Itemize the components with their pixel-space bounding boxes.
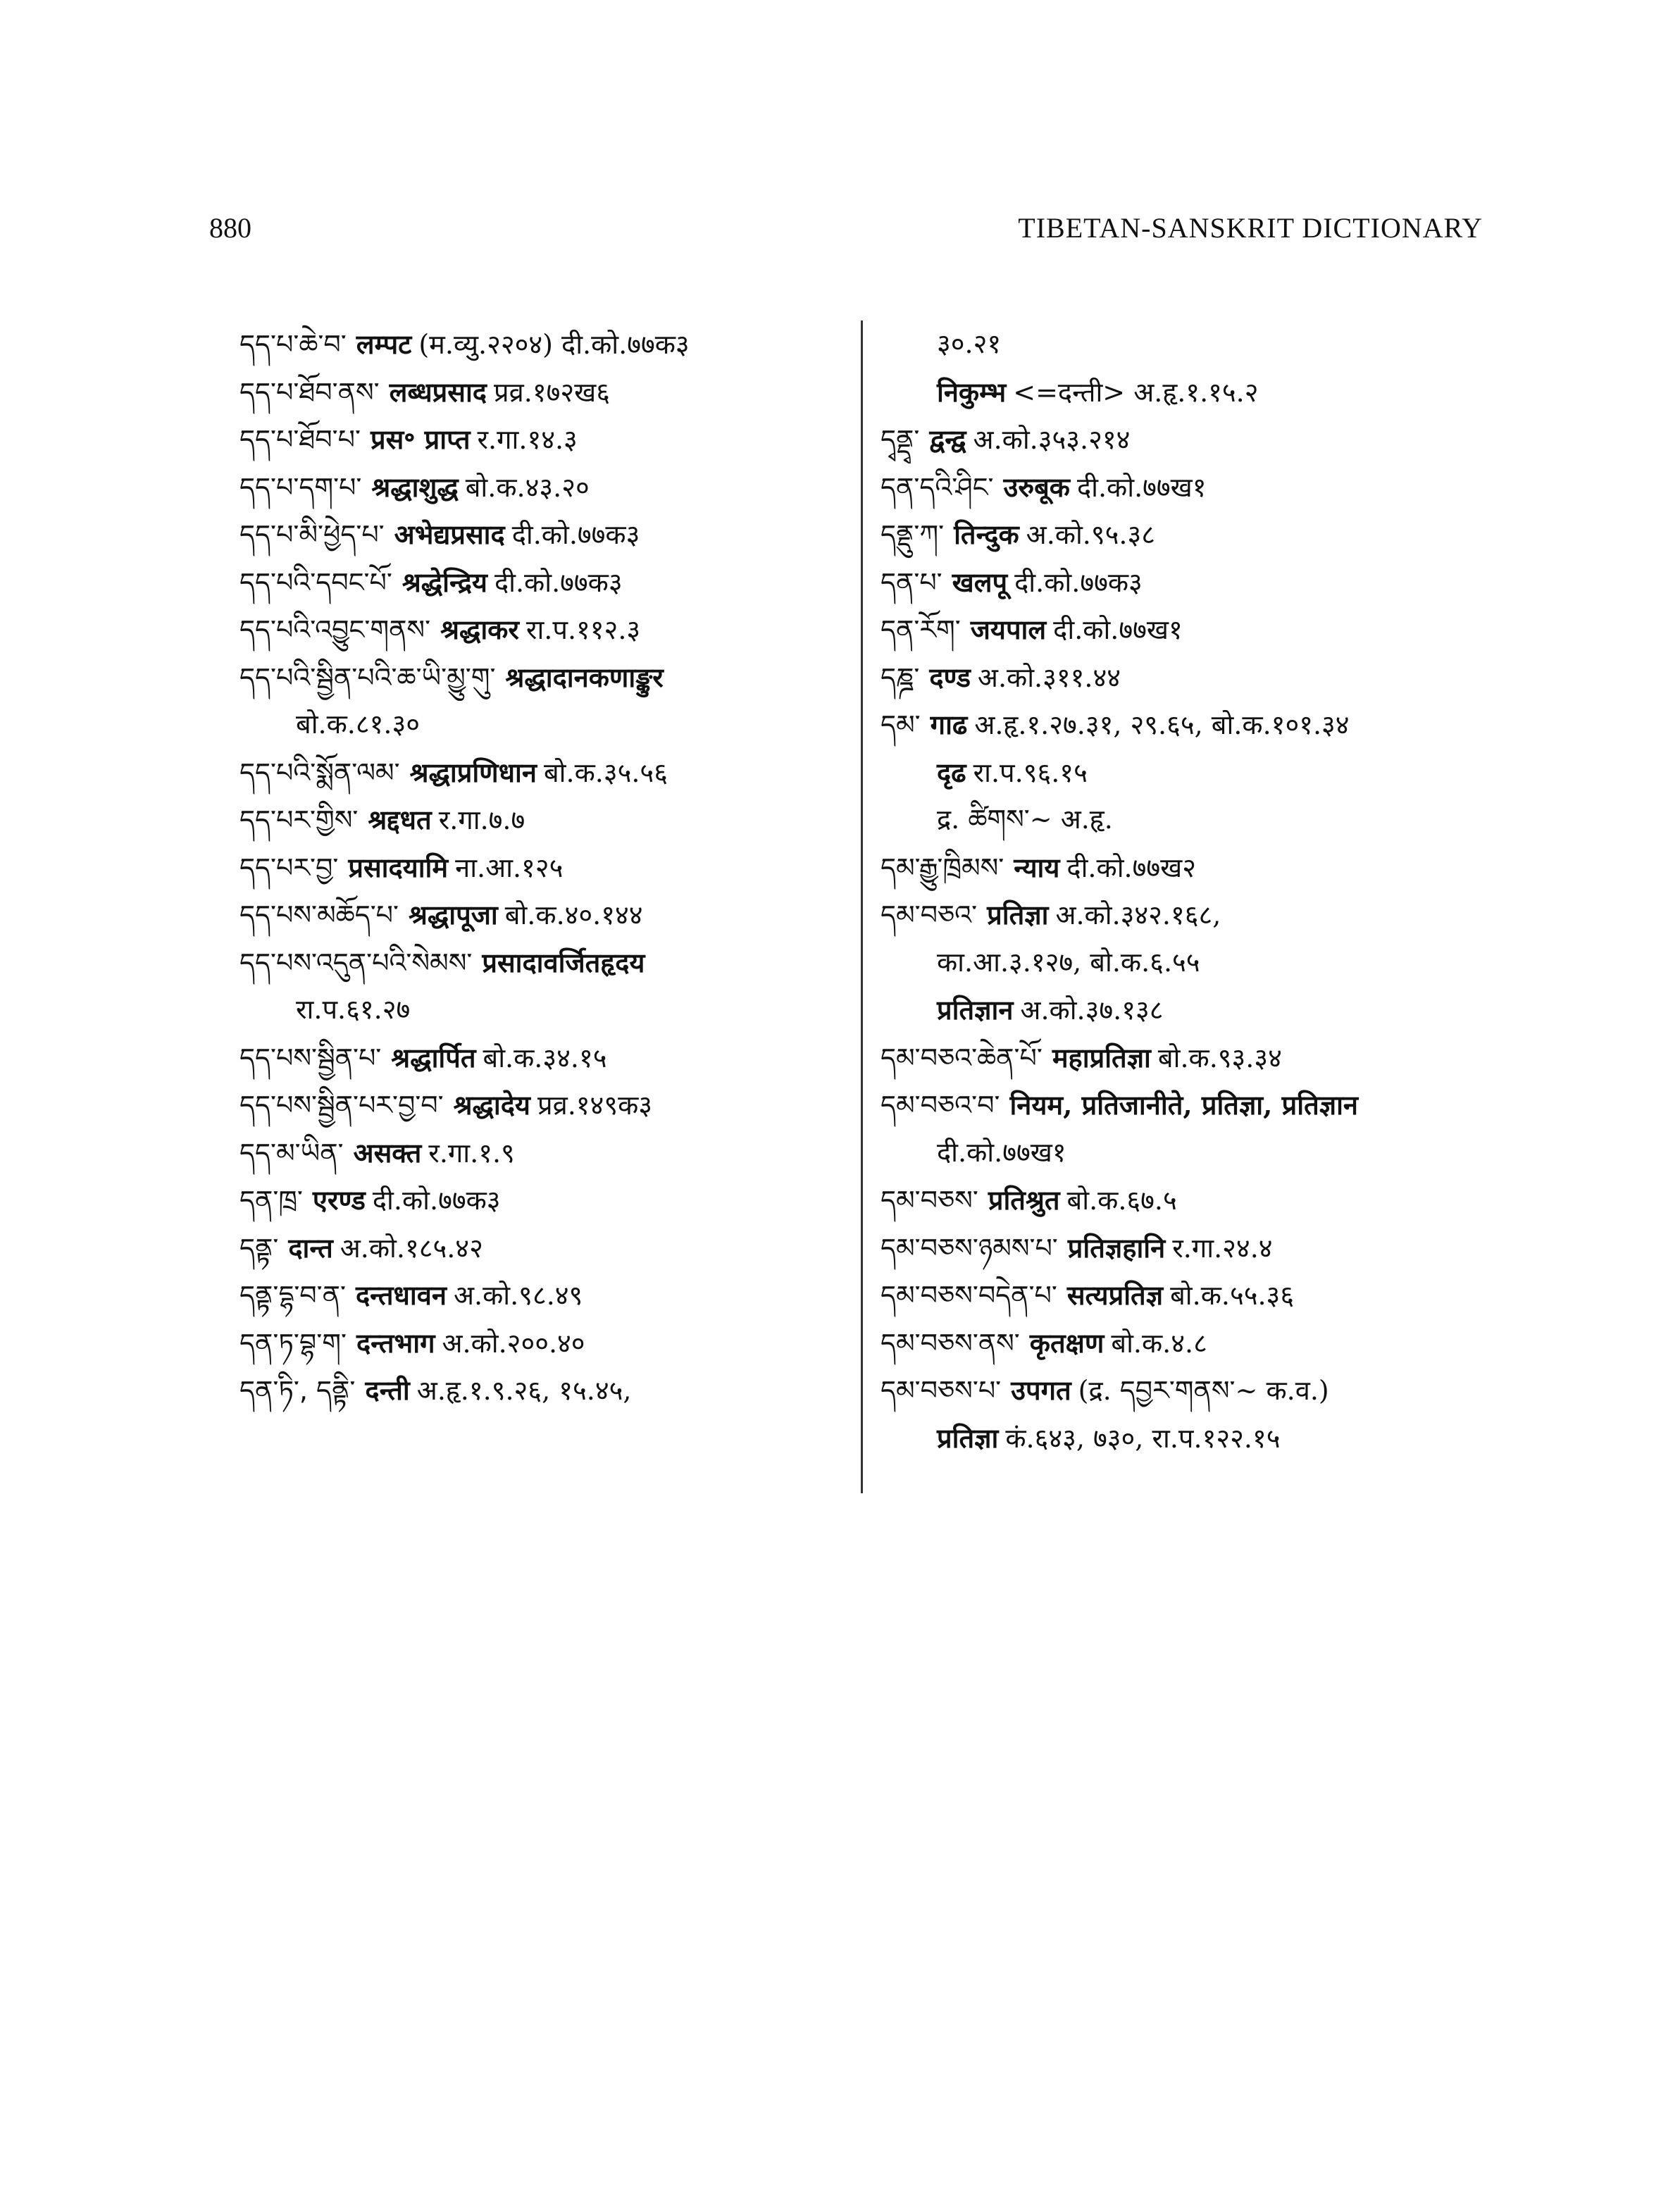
dictionary-entry (881, 1034, 1500, 1082)
tibetan-headword: དད་པས་སྦྱིན་པར་བྱ་བ་ (239, 1090, 444, 1121)
sanskrit-equivalent: श्रद्दधत (368, 804, 432, 835)
source-reference: दी.को.७७ख१ (1053, 614, 1183, 645)
sanskrit-equivalent: लम्पट (356, 328, 412, 360)
tibetan-headword: དནྡུ་ཀ་ (881, 519, 945, 550)
tibetan-headword: དན་ཏ་བྷ་ག་ (239, 1327, 347, 1359)
source-reference: अ.हृ.१.९.२६, १५.४५, (416, 1375, 632, 1406)
tibetan-headword: དམ་ (881, 709, 921, 740)
source-reference: (द्र. དབྱར་གནས་~ क.व.) (1078, 1375, 1329, 1406)
source-reference: अ.को.९८.४९ (453, 1280, 583, 1311)
source-reference: र.गा.२४.४ (1172, 1232, 1273, 1264)
dictionary-entry (239, 1176, 852, 1224)
dictionary-entry (239, 1366, 852, 1414)
dictionary-entry (881, 368, 1500, 416)
source-reference: बो.क.५५.३६ (1170, 1280, 1295, 1311)
source-reference: अ.को.१८५.४२ (340, 1232, 483, 1264)
right-column (881, 320, 1500, 1462)
sanskrit-equivalent: दन्तभाग (356, 1326, 435, 1359)
sanskrit-equivalent: उरुबूक (1003, 471, 1070, 503)
sanskrit-equivalent: असक्त (353, 1136, 422, 1169)
tibetan-headword: དད་པས་སྦྱིན་པ་ (239, 1042, 382, 1073)
source-reference: ना.आ.१२५ (455, 852, 564, 883)
tibetan-headword: དན་ཁྲ་ (239, 1185, 303, 1216)
source-reference: दी.को.७७ख१ (937, 1136, 1066, 1168)
tibetan-headword: དམ་བཅས་པ་ (881, 1375, 1002, 1406)
tibetan-headword: དམ་བཅས་བདེན་པ་ (881, 1280, 1057, 1311)
tibetan-headword: དད་པ་ཐོབ་པ་ (239, 424, 361, 455)
dictionary-entry (239, 1081, 852, 1129)
sanskrit-equivalent: एरण्ड (312, 1184, 366, 1216)
tibetan-headword: དན་ཏི་, དནྟི་ (239, 1375, 356, 1406)
source-reference: <=दन्ती> अ.हृ.१.१५.२ (1013, 376, 1259, 408)
source-reference: रा.प.११२.३ (525, 614, 641, 645)
dictionary-entry (239, 701, 852, 749)
tibetan-headword: དད་པ་ཆེ་བ་ (239, 329, 347, 360)
tibetan-headword: དམ་བཅའ་ (881, 899, 978, 930)
sanskrit-equivalent: प्रस॰ प्राप्त (370, 423, 471, 455)
dictionary-entry (881, 1366, 1500, 1414)
sanskrit-equivalent: अभेद्यप्रसाद (394, 518, 505, 550)
sanskrit-equivalent: श्रद्धाशुद्ध (371, 471, 459, 503)
tibetan-headword: དན་དའི་ཤིང་ (881, 471, 994, 503)
dictionary-entry (239, 1319, 852, 1367)
dictionary-entry (239, 1034, 852, 1082)
sanskrit-equivalent: श्रद्धार्पित (391, 1041, 476, 1073)
dictionary-entry (239, 320, 852, 368)
source-reference: अ.को.२००.४० (442, 1327, 585, 1359)
dictionary-entry (239, 1129, 852, 1177)
tibetan-headword: དད་པའི་དབང་པོ་ (239, 566, 392, 598)
sanskrit-equivalent: लब्धप्रसाद (389, 375, 487, 408)
dictionary-entry (239, 368, 852, 416)
source-reference: ३०.२१ (937, 328, 1002, 359)
sanskrit-equivalent: द्वन्द्व (929, 423, 966, 455)
page-number: 880 (209, 212, 251, 244)
sanskrit-equivalent: दृढ (937, 756, 966, 788)
dictionary-entry (881, 1129, 1500, 1177)
sanskrit-equivalent: श्रद्धेन्द्रिय (402, 566, 487, 598)
dictionary-entry (239, 891, 852, 939)
sanskrit-equivalent: कृतक्षण (1029, 1326, 1105, 1359)
source-reference: र.गा.७.७ (438, 804, 525, 835)
source-reference: द्र. ཚིགས་~ अ.हृ. (937, 804, 1113, 835)
dictionary-entry (881, 416, 1500, 463)
source-reference: बो.क.६७.५ (1066, 1185, 1177, 1216)
source-reference: कं.६४३, ७३०, रा.प.१२२.१५ (1005, 1422, 1281, 1454)
sanskrit-equivalent: दन्तधावन (355, 1279, 447, 1311)
dictionary-entry (239, 939, 852, 987)
dictionary-entry (881, 320, 1500, 368)
source-reference: बो.क.४३.२० (465, 471, 590, 503)
source-reference: प्रव्र.१४९क३ (537, 1090, 653, 1121)
dictionary-entry (239, 1224, 852, 1272)
source-reference: प्रव्र.१७२ख६ (494, 376, 610, 408)
dictionary-entry (881, 891, 1500, 939)
source-reference: (म.व्यु.२२०४) दी.को.७७क३ (418, 329, 690, 360)
dictionary-entry (881, 1224, 1500, 1272)
source-reference: दी.को.७७क३ (1014, 566, 1143, 598)
running-head-title: TIBETAN-SANSKRIT DICTIONARY (1018, 212, 1483, 244)
dictionary-entry (881, 796, 1500, 844)
tibetan-headword: དད་པས་འདུན་པའི་སེམས་ (239, 947, 473, 978)
tibetan-headword: དད་པའི་སྨོན་ལམ་ (239, 757, 400, 788)
sanskrit-equivalent: न्याय (1014, 851, 1060, 883)
tibetan-headword: དད་པ་ཐོབ་ནས་ (239, 376, 380, 408)
source-reference: का.आ.३.१२७, बो.क.६.५५ (937, 946, 1200, 978)
source-reference: रा.प.९६.१५ (973, 757, 1088, 788)
sanskrit-equivalent: उपगत (1011, 1374, 1071, 1406)
tibetan-headword: དད་པར་བྱ་ (239, 852, 339, 883)
source-reference: रा.प.६१.२७ (296, 994, 411, 1025)
dictionary-entry (881, 844, 1500, 892)
sanskrit-equivalent: गाढ (930, 709, 968, 740)
tibetan-headword: དད་པས་མཆོད་པ་ (239, 899, 399, 930)
source-reference: अ.को.९५.३८ (1026, 519, 1156, 550)
tibetan-headword: དད་པ་དག་པ་ (239, 471, 362, 503)
sanskrit-equivalent: प्रतिज्ञान (937, 994, 1014, 1026)
dictionary-entry (239, 844, 852, 892)
dictionary-entry (239, 463, 852, 511)
sanskrit-equivalent: प्रतिश्रुत (988, 1184, 1060, 1216)
sanskrit-equivalent: प्रसादयामि (348, 851, 449, 883)
tibetan-headword: དྭནྡྭ་ (881, 424, 920, 455)
dictionary-entry (881, 749, 1500, 797)
sanskrit-equivalent: दण्ड (929, 661, 971, 693)
sanskrit-equivalent: प्रतिज्ञा (987, 899, 1049, 930)
sanskrit-equivalent: श्रद्धाप्रणिधान (409, 756, 537, 788)
left-column (239, 320, 852, 1414)
sanskrit-equivalent: दान्त (288, 1231, 333, 1264)
source-reference: अ.को.३४२.१६८, (1055, 899, 1221, 930)
dictionary-entry (239, 1271, 852, 1319)
tibetan-headword: དམ་བཅས་ནས་ (881, 1327, 1020, 1359)
column-divider (861, 320, 863, 1493)
sanskrit-equivalent: श्रद्धादानकणाङ्कुर (505, 661, 664, 693)
sanskrit-equivalent: प्रसादावर्जितहृदय (482, 946, 645, 978)
dictionary-entry (239, 796, 852, 844)
source-reference: दी.को.७७क३ (372, 1185, 501, 1216)
dictionary-entry (239, 511, 852, 559)
tibetan-headword: དན་རོག་ (881, 614, 961, 645)
tibetan-headword: དད་པའི་འབྱུང་གནས་ (239, 614, 431, 645)
dictionary-entry (881, 701, 1500, 749)
source-reference: र.गा.१.९ (428, 1137, 515, 1169)
dictionary-entry (239, 749, 852, 797)
source-reference: बो.क.३४.१५ (483, 1042, 607, 1073)
tibetan-headword: དམ་བཅའ་ཆེན་པོ་ (881, 1042, 1043, 1073)
tibetan-headword: དནྟ་ (239, 1232, 279, 1264)
sanskrit-equivalent: श्रद्धाकर (440, 614, 519, 645)
sanskrit-equivalent: तिन्दुक (954, 518, 1019, 550)
source-reference: दी.को.७७क३ (494, 566, 623, 598)
tibetan-headword: དནྟ་དྷ་བ་ན་ (239, 1280, 346, 1311)
sanskrit-equivalent: श्रद्धापूजा (409, 899, 498, 930)
source-reference: दी.को.७७ख१ (1076, 471, 1207, 503)
tibetan-headword: དམ་རྒྱུ་ཁྲིམས་ (881, 852, 1004, 883)
sanskrit-equivalent: श्रद्धादेय (453, 1089, 530, 1121)
tibetan-headword: དམ་བཅས་ (881, 1185, 978, 1216)
sanskrit-equivalent: सत्यप्रतिज्ञ (1066, 1279, 1164, 1311)
dictionary-entry (881, 1414, 1500, 1462)
tibetan-headword: དད་མ་ཡིན་ (239, 1137, 344, 1169)
sanskrit-equivalent: प्रतिज्ञा (937, 1421, 999, 1454)
dictionary-entry (239, 559, 852, 606)
tibetan-headword: དད་པར་གྱིས་ (239, 804, 359, 835)
source-reference: बो.क.९३.३४ (1157, 1042, 1282, 1073)
tibetan-headword: དན་པ་ (881, 566, 942, 598)
dictionary-entry (881, 606, 1500, 654)
sanskrit-equivalent: महाप्रतिज्ञा (1052, 1041, 1151, 1073)
source-reference: बो.क.४.८ (1111, 1327, 1207, 1359)
source-reference: अ.को.३११.४४ (977, 661, 1121, 693)
source-reference: अ.हृ.१.२७.३१, २९.६५, बो.क.१०१.३४ (974, 709, 1350, 740)
source-reference: दी.को.७७क३ (511, 519, 640, 550)
tibetan-headword: དཎྜ་ (881, 661, 920, 693)
dictionary-entry (239, 606, 852, 654)
sanskrit-equivalent: नियम, प्रतिजानीते, प्रतिज्ञा, प्रतिज्ञान (1009, 1089, 1359, 1121)
source-reference: र.गा.१४.३ (477, 424, 578, 455)
dictionary-entry (881, 559, 1500, 606)
source-reference: बो.क.३५.५६ (543, 757, 668, 788)
dictionary-entry (881, 654, 1500, 702)
dictionary-entry (881, 939, 1500, 987)
dictionary-entry (881, 1081, 1500, 1129)
dictionary-entry (881, 1319, 1500, 1367)
sanskrit-equivalent: दन्ती (365, 1374, 410, 1406)
source-reference: दी.को.७७ख२ (1066, 852, 1196, 883)
source-reference: अ.को.३७.१३८ (1020, 995, 1164, 1026)
tibetan-headword: དམ་བཅས་ཉམས་པ་ (881, 1232, 1058, 1264)
dictionary-entry (881, 1176, 1500, 1224)
dictionary-entry (881, 463, 1500, 511)
dictionary-entry (881, 1271, 1500, 1319)
dictionary-entry (881, 986, 1500, 1034)
sanskrit-equivalent: प्रतिज्ञहानि (1067, 1231, 1166, 1264)
sanskrit-equivalent: खलपू (952, 566, 1008, 598)
dictionary-entry (239, 416, 852, 463)
source-reference: अ.को.३५३.२१४ (973, 424, 1131, 455)
source-reference: बो.क.८१.३० (296, 709, 421, 740)
tibetan-headword: དད་པ་མི་ཕྱེད་པ་ (239, 519, 385, 550)
tibetan-headword: དམ་བཅའ་བ་ (881, 1090, 1000, 1121)
dictionary-entry (881, 511, 1500, 559)
dictionary-entry (239, 654, 852, 702)
source-reference: बो.क.४०.१४४ (504, 899, 643, 930)
dictionary-entry (239, 986, 852, 1034)
tibetan-headword: དད་པའི་སྦྱིན་པའི་ཆ་ཡི་མྱུ་གུ་ (239, 661, 496, 693)
sanskrit-equivalent: जयपाल (970, 614, 1047, 645)
sanskrit-equivalent: निकुम्भ (937, 375, 1007, 408)
